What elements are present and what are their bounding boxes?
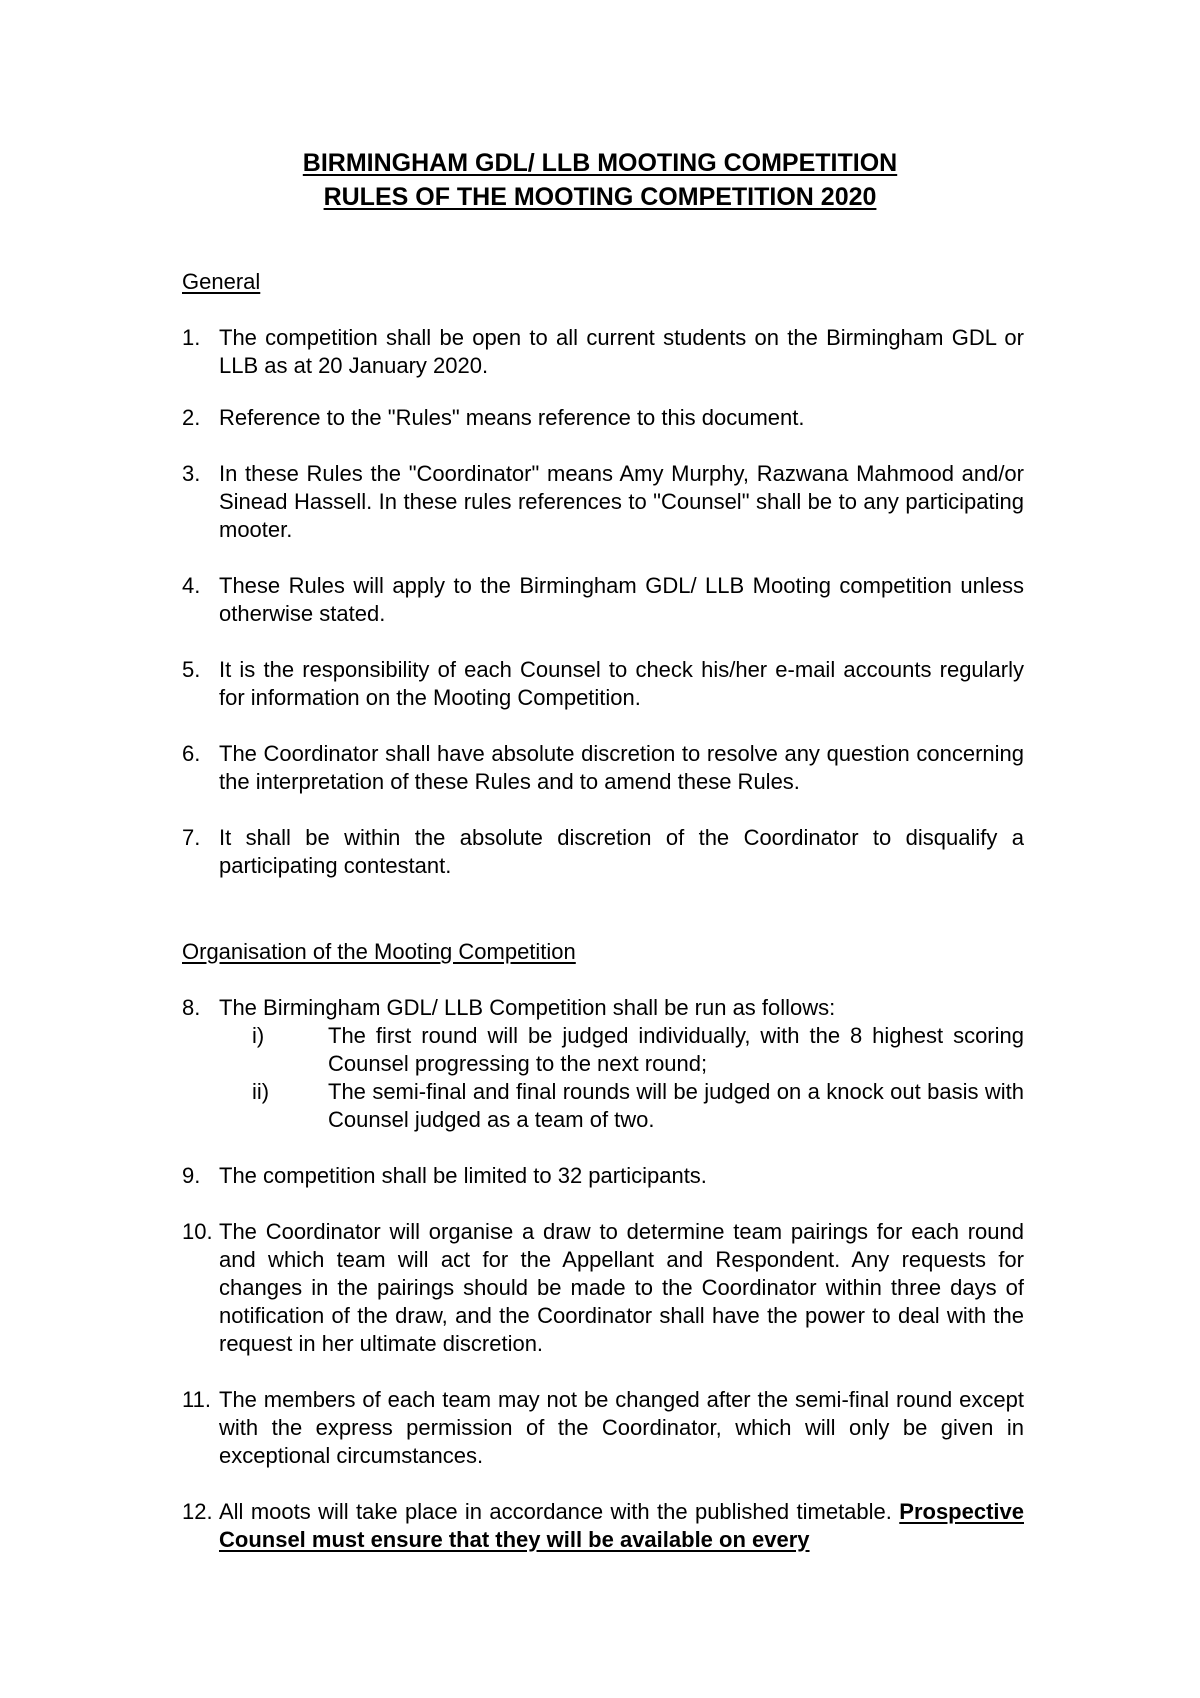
rule-text: These Rules will apply to the Birmingham GDL/ LLB Mooting competition unless otherwise stated. [219, 573, 1024, 626]
rule-number: 3. [182, 461, 201, 486]
rule-text: The Birmingham GDL/ LLB Competition shall be run as follows: [219, 995, 836, 1020]
rule-number: 5. [182, 657, 201, 682]
subitem-number: ii) [252, 1079, 270, 1104]
rule-item [182, 1386, 1024, 1470]
rule-number: 2. [182, 405, 201, 430]
subitem-text: The first round will be judged individually, with the 8 highest scoring Counsel progressing to the next round; [328, 1023, 1024, 1076]
section-heading-general: General [182, 269, 261, 294]
rule-subitem [252, 1078, 1024, 1134]
rule-text: The competition shall be limited to 32 participants. [219, 1163, 707, 1188]
rule-number: 4. [182, 573, 201, 598]
rule-item [182, 740, 1024, 796]
rule-number: 1. [182, 325, 201, 350]
rule-subitem [252, 1022, 1024, 1078]
rule-item [182, 460, 1024, 544]
document-title-line-2: RULES OF THE MOOTING COMPETITION 2020 [323, 183, 877, 211]
rule-text: It shall be within the absolute discretion of the Coordinator to disqualify a participating contestant. [219, 825, 1024, 878]
rule-text: The Coordinator will organise a draw to determine team pairings for each round and which team will act for the Appellant and Respondent. Any requests for changes in the pairings should be made to the Coordinator within three days of notification of the draw, and the Coordinator shall have the power to deal with the request in her ultimate discretion. [219, 1219, 1024, 1356]
rule-item [182, 656, 1024, 712]
rule-text: In these Rules the "Coordinator" means Amy Murphy, Razwana Mahmood and/or Sinead Hassell. In these rules references to "Counsel" shall be to any participating mooter. [219, 461, 1024, 542]
subitem-text: The semi-final and final rounds will be judged on a knock out basis with Counsel judged as a team of two. [328, 1079, 1024, 1132]
rule-number: 10. [182, 1219, 213, 1244]
subitem-number: i) [252, 1023, 265, 1048]
rule-item [182, 404, 1024, 432]
rule-number: 7. [182, 825, 201, 850]
rule-item [182, 994, 1024, 1022]
rule-number: 11. [182, 1387, 211, 1412]
rule-number: 9. [182, 1163, 201, 1188]
rule-text: It is the responsibility of each Counsel to check his/her e-mail accounts regularly for information on the Mooting Competition. [219, 657, 1024, 710]
rule-item [182, 572, 1024, 628]
rule-text-plain: All moots will take place in accordance with the published timetable. [219, 1499, 892, 1524]
document-title-line-1: BIRMINGHAM GDL/ LLB MOOTING COMPETITION [302, 149, 898, 177]
rule-text [219, 1498, 1024, 1554]
rule-number: 8. [182, 995, 201, 1020]
rule-item [182, 1162, 1024, 1190]
rule-text: The competition shall be open to all current students on the Birmingham GDL or LLB as at 20 January 2020. [219, 325, 1024, 378]
rule-text: The members of each team may not be changed after the semi-final round except with the express permission of the Coordinator, which will only be given in exceptional circumstances. [219, 1387, 1024, 1468]
rule-item [182, 824, 1024, 880]
rule-number: 6. [182, 741, 201, 766]
section-heading-organisation: Organisation of the Mooting Competition [182, 939, 576, 964]
rule-item [182, 1218, 1024, 1358]
rule-text: The Coordinator shall have absolute discretion to resolve any question concerning the interpretation of these Rules and to amend these Rules. [219, 741, 1024, 794]
rule-item [182, 1498, 1024, 1554]
rule-item [182, 324, 1024, 380]
rule-number: 12. [182, 1499, 213, 1524]
rule-emphasis-text: Prospective Counsel must ensure that they will be available on every [219, 1499, 1024, 1552]
rule-text: Reference to the "Rules" means reference to this document. [219, 405, 805, 430]
